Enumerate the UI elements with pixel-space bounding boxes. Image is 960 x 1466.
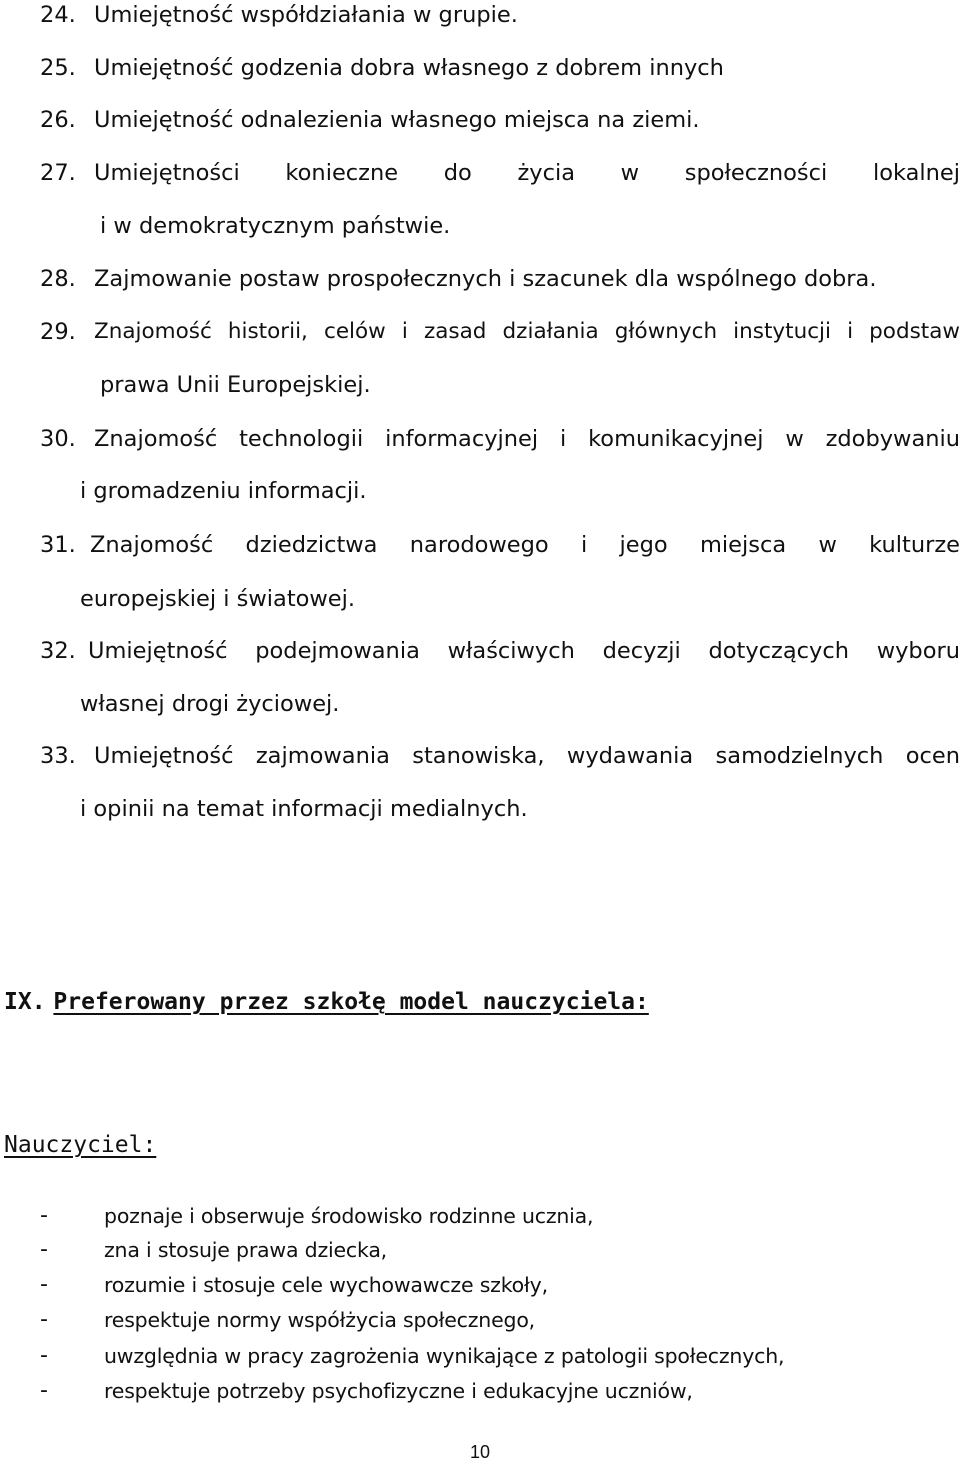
list-item-text: Umiejętność odnalezienia własnego miejsca na ziemi. <box>94 107 700 133</box>
list-item-text: Znajomość historii, celów i zasad działania głównych instytucji i podstaw <box>94 319 960 344</box>
list-item-continuation: i gromadzeniu informacji. <box>80 478 367 504</box>
list-item-number: 28. <box>40 266 76 292</box>
subheading <box>4 1130 156 1160</box>
list-item-text: Umiejętności konieczne do życia w społeczności lokalnej <box>94 160 960 186</box>
bullet-marker: - <box>40 1237 48 1262</box>
list-item-continuation: europejskiej i światowej. <box>80 586 356 612</box>
list-item-number: 26. <box>40 107 76 133</box>
section-heading <box>4 987 649 1017</box>
bullet-marker: - <box>40 1307 48 1332</box>
subheading-text: Nauczyciel: <box>4 1132 157 1158</box>
bullet-marker: - <box>40 1343 48 1368</box>
list-item-number: 31. <box>40 532 76 558</box>
list-item-number: 30. <box>40 426 76 452</box>
list-item-number: 25. <box>40 55 76 81</box>
list-item-continuation: prawa Unii Europejskiej. <box>100 372 371 398</box>
bullet-item: respektuje potrzeby psychofizyczne i edukacyjne uczniów, <box>104 1379 693 1403</box>
list-item-text: Umiejętność godzenia dobra własnego z dobrem innych <box>94 55 724 81</box>
bullet-item: respektuje normy współżycia społecznego, <box>104 1308 535 1332</box>
section-number: IX. <box>4 989 46 1015</box>
list-item-continuation: i opinii na temat informacji medialnych. <box>80 796 528 822</box>
page-number: 10 <box>469 1442 491 1462</box>
bullet-item: zna i stosuje prawa dziecka, <box>104 1238 387 1262</box>
list-item-continuation: i w demokratycznym państwie. <box>100 213 451 239</box>
bullet-item: poznaje i obserwuje środowisko rodzinne ucznia, <box>104 1204 594 1228</box>
list-item-text: Znajomość technologii informacyjnej i komunikacyjnej w zdobywaniu <box>94 426 960 452</box>
bullet-item: uwzględnia w pracy zagrożenia wynikające z patologii społecznych, <box>104 1344 785 1368</box>
list-item-text: Umiejętność zajmowania stanowiska, wydawania samodzielnych ocen <box>94 743 960 769</box>
list-item-text: Zajmowanie postaw prospołecznych i szacunek dla wspólnego dobra. <box>94 266 877 292</box>
bullet-item: rozumie i stosuje cele wychowawcze szkoły, <box>104 1273 548 1297</box>
list-item-number: 33. <box>40 743 76 769</box>
list-item-text: Umiejętność podejmowania właściwych decyzji dotyczących wyboru <box>88 638 960 664</box>
list-item-number: 27. <box>40 160 76 186</box>
section-title: Preferowany przez szkołę model nauczyciela: <box>53 989 649 1015</box>
list-item-number: 24. <box>40 2 76 28</box>
bullet-marker: - <box>40 1378 48 1403</box>
list-item-continuation: własnej drogi życiowej. <box>80 691 340 717</box>
list-item-text: Znajomość dziedzictwa narodowego i jego miejsca w kulturze <box>90 532 960 558</box>
list-item-text: Umiejętność współdziałania w grupie. <box>94 2 518 28</box>
list-item-number: 29. <box>40 319 76 345</box>
bullet-marker: - <box>40 1203 48 1228</box>
list-item-number: 32. <box>40 638 76 664</box>
bullet-marker: - <box>40 1272 48 1297</box>
